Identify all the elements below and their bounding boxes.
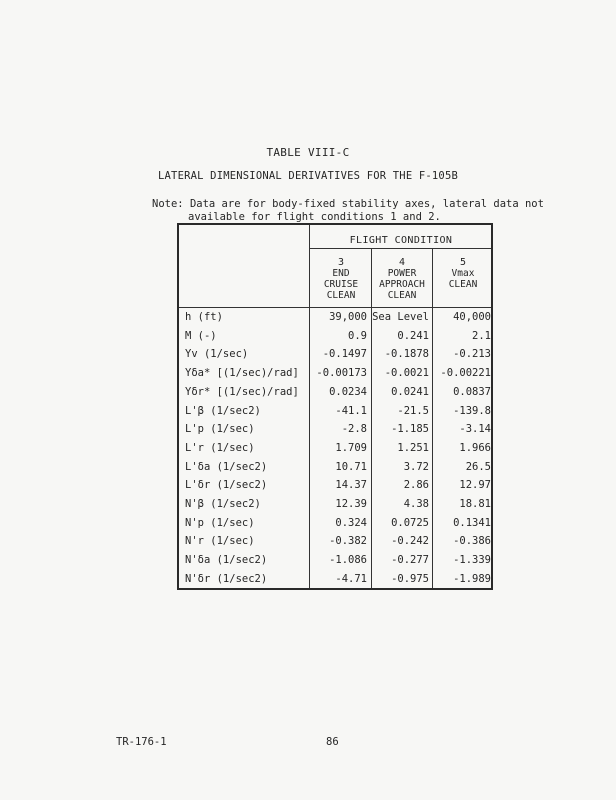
note-line-2: available for flight conditions 1 and 2. [188, 211, 441, 223]
table-divider-vertical [432, 248, 433, 588]
row-label: N'δa (1/sec2) [185, 554, 268, 567]
table-cell: 0.324 [335, 516, 367, 529]
table-cell: 26.5 [465, 460, 491, 473]
table-cell: -0.213 [453, 348, 491, 361]
table-cell: -0.1878 [384, 348, 429, 361]
row-label: N'β (1/sec2) [185, 498, 261, 510]
table-cell: 0.9 [348, 329, 367, 342]
row-label: L'δa (1/sec2) [185, 460, 268, 473]
table-cell: 0.241 [397, 329, 429, 342]
table-cell: 10.71 [335, 460, 367, 473]
note-block [152, 198, 572, 224]
table-cell: -0.1497 [322, 348, 367, 361]
table-cell: 3.72 [403, 460, 429, 473]
table-cell: 18.81 [459, 498, 491, 510]
table-cell: -0.00221 [440, 367, 491, 380]
table-cell: -0.0021 [384, 367, 429, 380]
table-cell: -0.975 [391, 572, 429, 585]
note-line-1: Data are for body-fixed stability axes, lateral data not [189, 198, 544, 210]
table-cell: 2.86 [403, 479, 429, 492]
row-label: L'r (1/sec) [185, 441, 255, 454]
table-divider-horizontal [179, 307, 491, 308]
table-cell: 12.97 [459, 479, 491, 492]
flight-condition-header: FLIGHT CONDITION [349, 235, 453, 246]
note-label: Note: [152, 198, 184, 210]
column-header-5: 5 Vmax CLEAN [448, 257, 478, 290]
table-cell: -2.8 [341, 423, 367, 436]
table-cell: Sea Level [372, 311, 429, 323]
table-divider-vertical [309, 225, 310, 588]
table-cell: -1.185 [391, 423, 429, 436]
table-cell: -1.086 [329, 554, 367, 567]
table-cell: 0.0241 [391, 385, 429, 398]
row-label: h (ft) [185, 311, 223, 323]
table-subtitle: LATERAL DIMENSIONAL DERIVATIVES FOR THE F-105B [158, 170, 458, 182]
table-cell: 0.0837 [453, 385, 491, 398]
table-cell: 1.709 [335, 441, 367, 454]
table-cell: 1.251 [397, 441, 429, 454]
table-cell: -0.386 [453, 535, 491, 548]
row-label: N'p (1/sec) [185, 516, 255, 529]
row-label: M (-) [185, 329, 217, 342]
table-cell: -0.277 [391, 554, 429, 567]
row-label: L'p (1/sec) [185, 423, 255, 436]
table-cell: 40,000 [453, 311, 491, 323]
column-header-4: 4 POWER APPROACH CLEAN [379, 257, 425, 301]
table-cell: 2.1 [472, 329, 491, 342]
table-divider-horizontal [309, 248, 491, 249]
column-header-3: 3 END CRUISE CLEAN [323, 257, 359, 301]
table-cell: -3.14 [459, 423, 491, 436]
table-cell: 0.0234 [329, 385, 367, 398]
row-label: Yδa* [(1/sec)/rad] [185, 367, 299, 380]
table-cell: -0.242 [391, 535, 429, 548]
derivatives-table [177, 223, 493, 590]
table-cell: -1.339 [453, 554, 491, 567]
page-number: 86 [326, 736, 339, 748]
row-label: N'r (1/sec) [185, 535, 255, 548]
table-cell: 12.39 [335, 498, 367, 510]
table-cell: -0.382 [329, 535, 367, 548]
table-cell: 4.38 [403, 498, 429, 510]
table-cell: -21.5 [397, 404, 429, 417]
table-cell: -139.8 [453, 404, 491, 417]
table-cell: 39,000 [329, 311, 367, 323]
row-label: Yδr* [(1/sec)/rad] [185, 385, 299, 398]
row-label: L'δr (1/sec2) [185, 479, 268, 492]
row-label: Yv (1/sec) [185, 348, 249, 361]
table-cell: 1.966 [459, 441, 491, 454]
table-cell: -0.00173 [316, 367, 367, 380]
table-title: TABLE VIII-C [266, 146, 350, 159]
table-cell: -4.71 [335, 572, 367, 585]
row-label: L'β (1/sec2) [185, 404, 261, 417]
table-cell: 0.0725 [391, 516, 429, 529]
report-id: TR-176-1 [116, 736, 167, 748]
table-cell: -41.1 [335, 404, 367, 417]
row-label: N'δr (1/sec2) [185, 572, 268, 585]
table-cell: -1.989 [453, 572, 491, 585]
table-cell: 0.1341 [453, 516, 491, 529]
table-cell: 14.37 [335, 479, 367, 492]
